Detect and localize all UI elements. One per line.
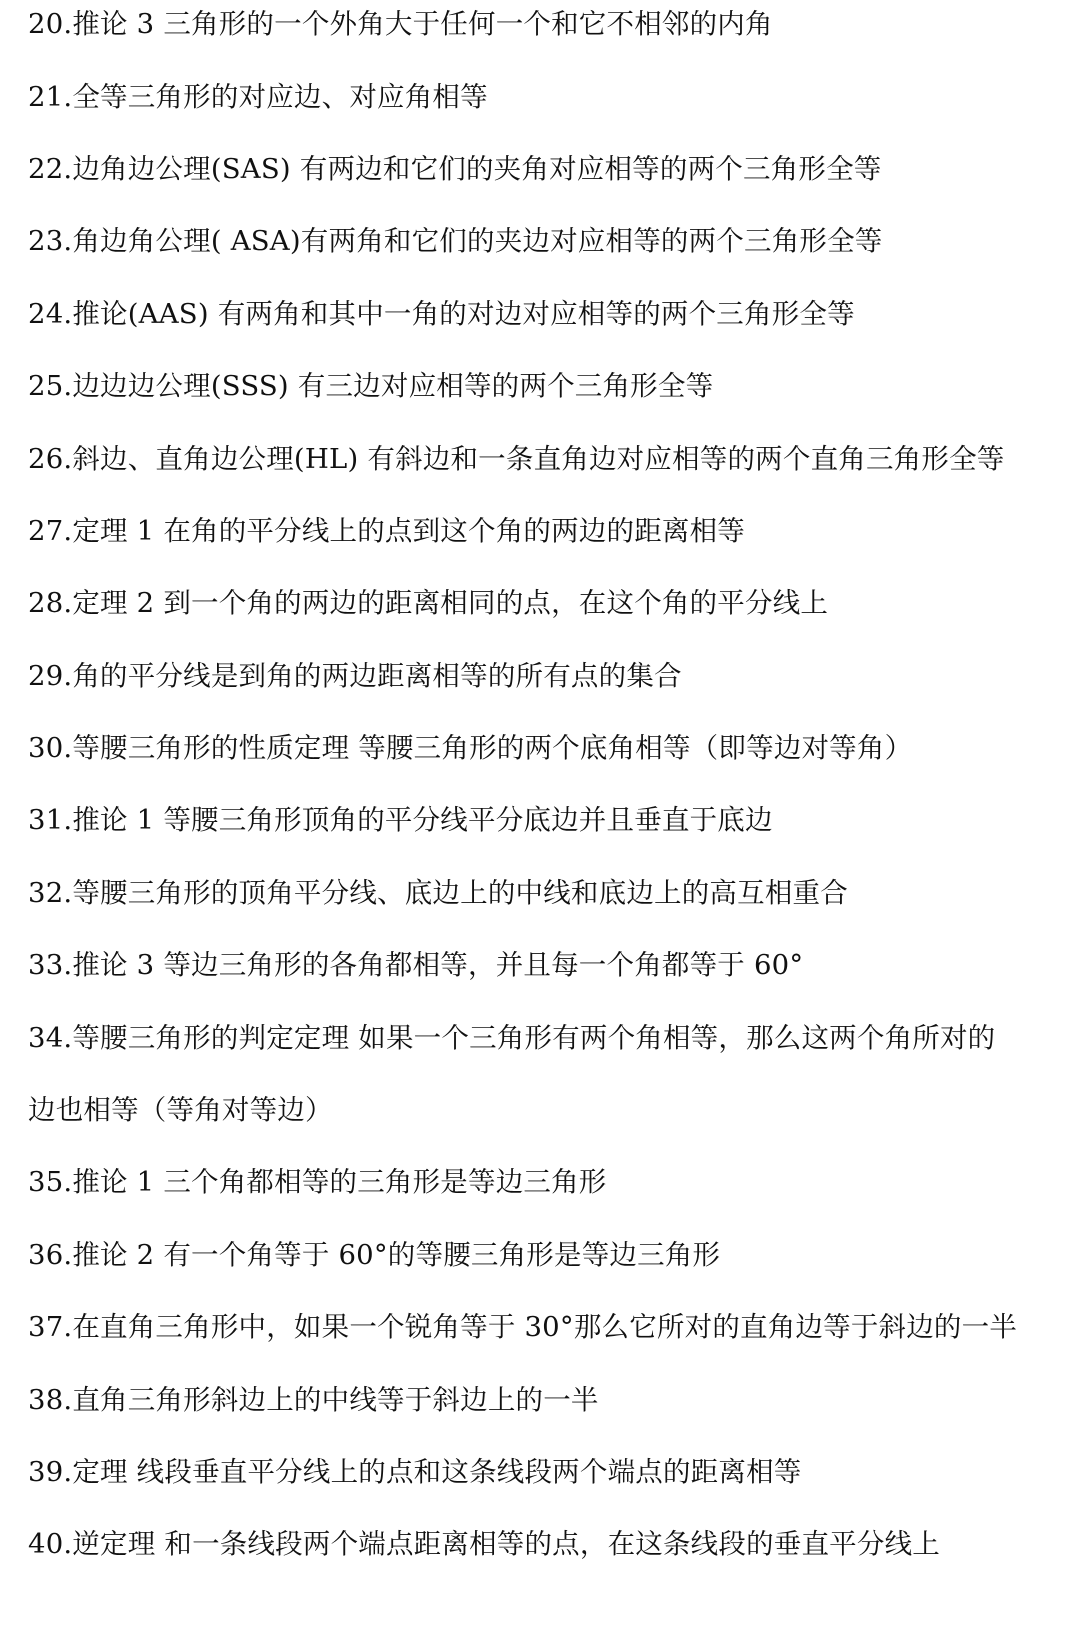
- theorem-line-28: 28.定理 2 到一个角的两边的距离相同的点，在这个角的平分线上: [28, 587, 829, 619]
- theorem-line-25: 25.边边边公理(SSS) 有三边对应相等的两个三角形全等: [28, 370, 714, 402]
- theorem-line-23: 23.角边角公理( ASA)有两角和它们的夹边对应相等的两个三角形全等: [28, 225, 883, 257]
- theorem-line-34: 34.等腰三角形的判定定理 如果一个三角形有两个角相等，那么这两个角所对的: [28, 1022, 996, 1054]
- theorem-line-40: 40.逆定理 和一条线段两个端点距离相等的点，在这条线段的垂直平分线上: [28, 1528, 940, 1560]
- theorem-line-36: 36.推论 2 有一个角等于 60°的等腰三角形是等边三角形: [28, 1239, 721, 1271]
- theorem-line-32: 32.等腰三角形的顶角平分线、底边上的中线和底边上的高互相重合: [28, 877, 848, 909]
- theorem-line-37: 37.在直角三角形中，如果一个锐角等于 30°那么它所对的直角边等于斜边的一半: [28, 1311, 1018, 1343]
- theorem-line-29: 29.角的平分线是到角的两边距离相等的所有点的集合: [28, 660, 682, 692]
- theorem-line-21: 21.全等三角形的对应边、对应角相等: [28, 81, 488, 113]
- theorem-line-35: 35.推论 1 三个角都相等的三角形是等边三角形: [28, 1166, 607, 1198]
- theorem-line-34-cont: 边也相等（等角对等边）: [28, 1094, 333, 1126]
- theorem-line-26: 26.斜边、直角边公理(HL) 有斜边和一条直角边对应相等的两个直角三角形全等: [28, 443, 1005, 475]
- theorem-line-38: 38.直角三角形斜边上的中线等于斜边上的一半: [28, 1384, 599, 1416]
- theorem-line-30: 30.等腰三角形的性质定理 等腰三角形的两个底角相等（即等边对等角）: [28, 732, 913, 764]
- theorem-line-33: 33.推论 3 等边三角形的各角都相等，并且每一个角都等于 60°: [28, 949, 804, 981]
- theorem-line-39: 39.定理 线段垂直平分线上的点和这条线段两个端点的距离相等: [28, 1456, 802, 1488]
- theorem-line-27: 27.定理 1 在角的平分线上的点到这个角的两边的距离相等: [28, 515, 746, 547]
- theorem-line-31: 31.推论 1 等腰三角形顶角的平分线平分底边并且垂直于底边: [28, 804, 773, 836]
- theorem-line-22: 22.边角边公理(SAS) 有两边和它们的夹角对应相等的两个三角形全等: [28, 153, 882, 185]
- theorem-line-24: 24.推论(AAS) 有两角和其中一角的对边对应相等的两个三角形全等: [28, 298, 855, 330]
- theorem-line-20: 20.推论 3 三角形的一个外角大于任何一个和它不相邻的内角: [28, 8, 773, 40]
